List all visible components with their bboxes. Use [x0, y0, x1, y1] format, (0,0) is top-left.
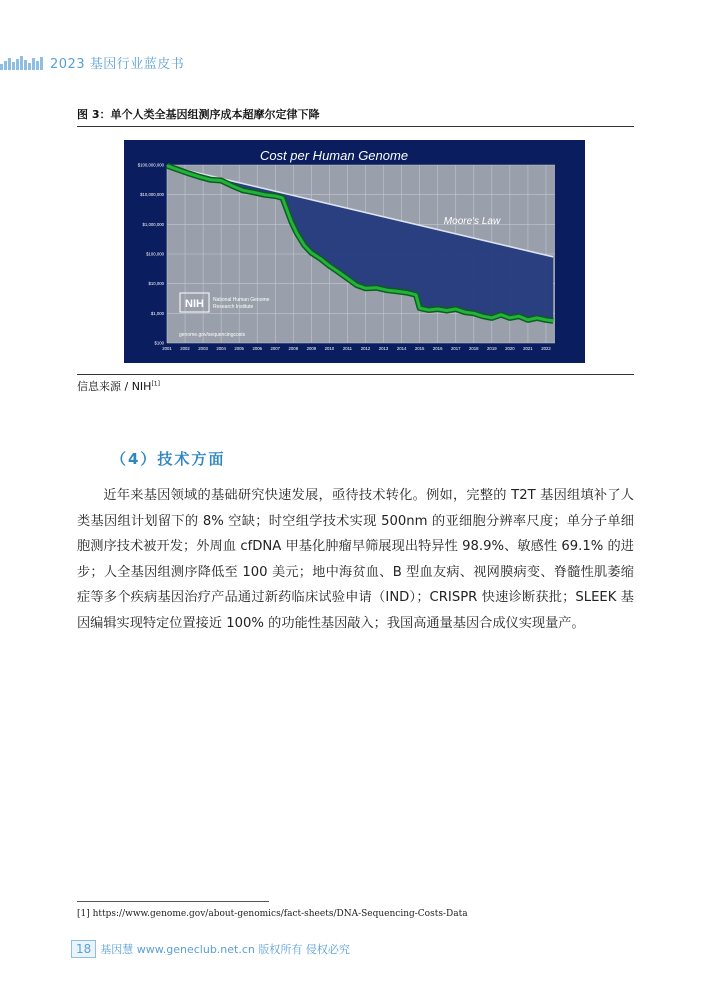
x-tick-label: 2019: [487, 346, 497, 351]
caption-rule: [77, 126, 634, 127]
footer-text: 基因慧 www.geneclub.net.cn 版权所有 侵权必究: [100, 943, 350, 956]
x-tick-label: 2014: [396, 346, 407, 351]
header-bars-logo: [0, 56, 46, 70]
x-tick-label: 2013: [378, 346, 389, 351]
x-tick-label: 2022: [541, 346, 551, 351]
y-tick-label: $1,000: [150, 310, 164, 316]
x-tick-label: 2009: [306, 346, 317, 351]
nih-logo-text: NIH: [185, 298, 204, 310]
x-tick-label: 2002: [180, 346, 190, 351]
nih-logo-line2: Research Institute: [213, 304, 254, 310]
moores-law-label: Moore's Law: [443, 216, 501, 227]
running-header: 2023 基因行业蓝皮书: [50, 57, 185, 72]
page-number: 18: [71, 940, 96, 958]
y-tick-label: $100: [154, 340, 164, 346]
y-tick-label: $100,000,000: [137, 162, 164, 168]
section-title: （4）技术方面: [111, 450, 226, 468]
x-tick-label: 2012: [360, 346, 371, 351]
figure-bottom-rule: [77, 374, 634, 375]
x-tick-label: 2011: [342, 346, 353, 351]
figure-source: [77, 378, 160, 394]
x-tick-label: 2015: [414, 346, 425, 351]
x-tick-label: 2003: [198, 346, 208, 351]
nih-logo-line1: National Human Genome: [213, 297, 270, 303]
y-tick-label: $100,000: [146, 251, 164, 257]
x-tick-label: 2020: [505, 346, 515, 351]
x-tick-label: 2018: [469, 346, 479, 351]
y-tick-label: $10,000,000: [140, 192, 164, 198]
chart-title: Cost per Human Genome: [259, 148, 409, 163]
x-tick-label: 2001: [162, 346, 172, 351]
chart-svg: [124, 140, 585, 363]
y-tick-label: $1,000,000: [142, 221, 164, 227]
y-tick-label: $10,000: [148, 281, 164, 287]
body-paragraph: 近年来基因领域的基础研究快速发展，亟待技术转化。例如，完整的 T2T 基因组填补了人类基因组计划留下的 8% 空缺；时空组学技术实现 500nm 的亚细胞分辨率尺度；单分子单细胞测序技术被开发；外周血 cfDNA 甲基化肿瘤早筛展现出特异性 98.9%、敏感性 69.1% 的进步；人全基因组测序降低至 100 美元；地中海贫血、B 型血友病、视网膜病变、脊髓性肌萎缩症等多个疾病基因治疗产品通过新药临床试验申请（IND）；CRISPR 快速诊断获批；SLEEK 基因编辑实现特定位置接近 100% 的功能性基因敲入；我国高通量基因合成仪实现量产。: [77, 488, 634, 631]
x-tick-label: 2006: [252, 346, 263, 351]
x-tick-label: 2008: [288, 346, 299, 351]
chart-footer-url: genome.gov/sequencingcosts: [179, 332, 246, 338]
genome-cost-chart: [124, 140, 585, 363]
source-text: 信息来源 / NIH: [77, 380, 152, 393]
x-tick-label: 2010: [324, 346, 335, 351]
page-footer: [71, 940, 350, 958]
source-ref: [1]: [151, 380, 160, 388]
x-tick-label: 2004: [216, 346, 226, 351]
figure-caption: 图 3：单个人类全基因组测序成本超摩尔定律下降: [77, 108, 320, 121]
x-tick-label: 2016: [432, 346, 443, 351]
footnote: [1] https://www.genome.gov/about-genomics/fact-sheets/DNA-Sequencing-Costs-Data: [77, 909, 468, 919]
footnote-rule: [77, 901, 269, 902]
x-tick-label: 2017: [450, 346, 461, 351]
x-tick-label: 2021: [523, 346, 533, 351]
x-tick-label: 2007: [270, 346, 281, 351]
x-tick-label: 2005: [234, 346, 244, 351]
